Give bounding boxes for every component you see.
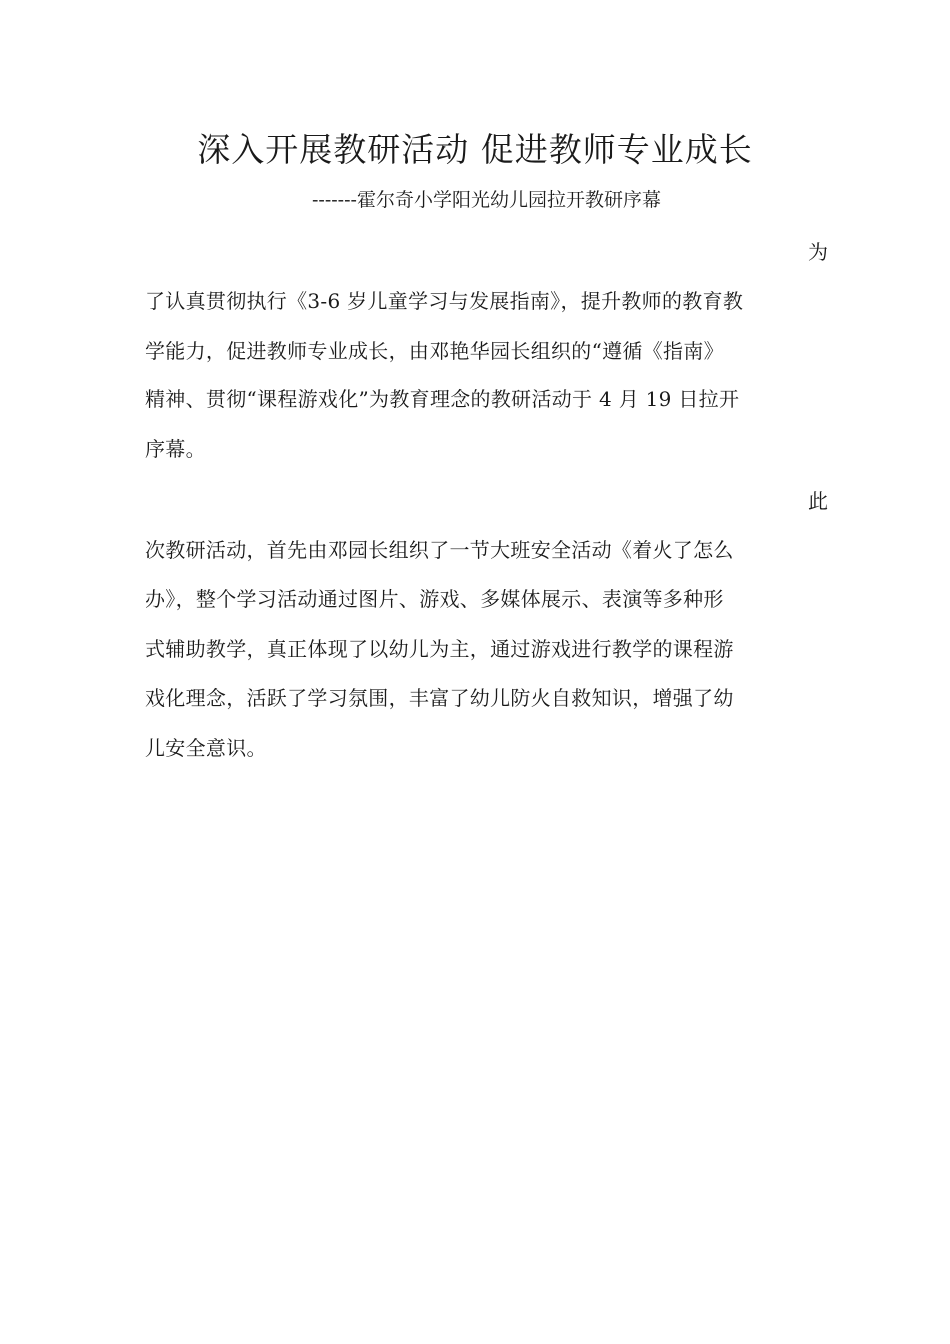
- paragraph-1-lead-char: 为: [808, 240, 828, 264]
- paragraph-2-line-3: 式辅助教学，真正体现了以幼儿为主，通过游戏进行教学的课程游: [145, 637, 734, 661]
- paragraph-2-line-2: 办》，整个学习活动通过图片、游戏、多媒体展示、表演等多种形: [145, 587, 724, 611]
- paragraph-1-line-1: 了认真贯彻执行《3-6 岁儿童学习与发展指南》，提升教师的教育教: [145, 289, 744, 313]
- paragraph-2-line-5: 儿安全意识。: [145, 736, 267, 760]
- paragraph-1-line-4: 序幕。: [145, 437, 206, 461]
- document-title: 深入开展教研活动 促进教师专业成长: [197, 130, 753, 169]
- paragraph-1-line-2: 学能力，促进教师专业成长，由邓艳华园长组织的“遵循《指南》: [145, 339, 724, 363]
- document-subtitle: -------霍尔奇小学阳光幼儿园拉开教研序幕: [312, 189, 661, 211]
- paragraph-1-line-3: 精神、贯彻“课程游戏化”为教育理念的教研活动于 4 月 19 日拉开: [145, 387, 740, 411]
- paragraph-2-lead-char: 此: [808, 489, 828, 513]
- paragraph-2-line-1: 次教研活动，首先由邓园长组织了一节大班安全活动《着火了怎么: [145, 538, 734, 562]
- paragraph-2-line-4: 戏化理念，活跃了学习氛围，丰富了幼儿防火自救知识，增强了幼: [145, 686, 734, 710]
